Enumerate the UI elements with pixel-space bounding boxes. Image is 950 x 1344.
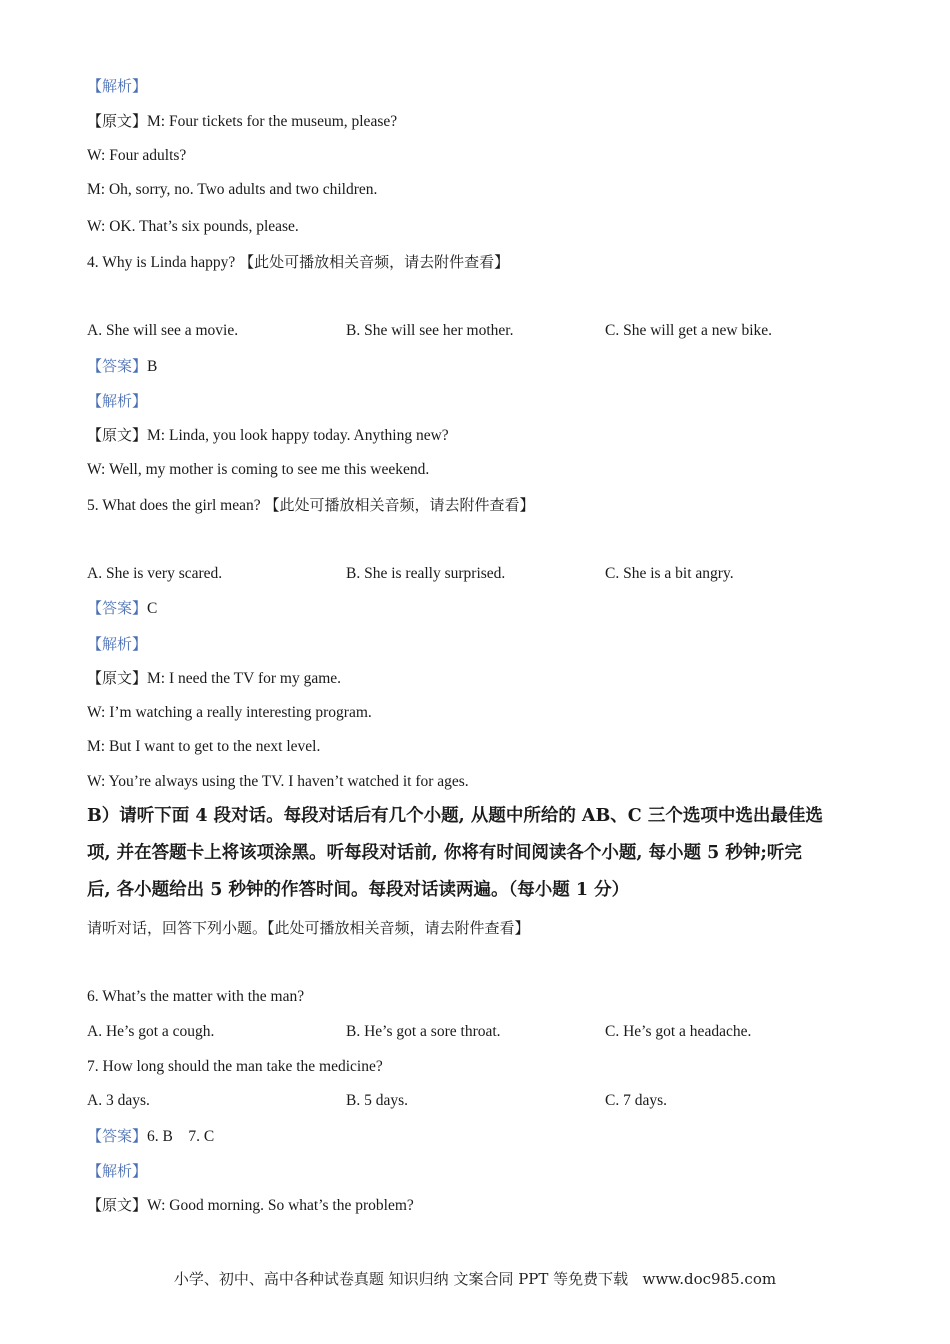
transcript-line: 【原文】W: Good morning. So what’s the problem?: [87, 1196, 414, 1214]
transcript-line: M: Oh, sorry, no. Two adults and two children.: [87, 181, 378, 198]
analysis-label: 【解析】: [87, 392, 148, 410]
answer-line: 【答案】B: [87, 357, 158, 375]
transcript-line: W: Well, my mother is coming to see me this weekend.: [87, 461, 430, 478]
answer-line: 【答案】C: [87, 599, 158, 617]
option-c: C. She will get a new bike.: [605, 322, 773, 339]
answer-line: 【答案】6. B 7. C: [87, 1127, 215, 1145]
transcript-line: M: But I want to get to the next level.: [87, 738, 321, 755]
analysis-label: 【解析】: [87, 635, 148, 653]
section-b-instructions: B）请听下面 4 段对话。每段对话后有几个小题, 从题中所给的 AB、C 三个选项中选出最佳选 项, 并在答题卡上将该项涂黑。听每段对话前, 你将有时间阅读各个小题, 每小题 5 秒钟;听完 后, 各小题给出 5 秒钟的作答时间。每段对话读两遍。（每小题 1 分）: [87, 806, 823, 900]
page-footer: 小学、初中、高中各种试卷真题 知识归纳 文案合同 PPT 等免费下载 www.doc985.com: [173, 1270, 777, 1288]
option-c: C. She is a bit angry.: [605, 565, 734, 582]
question-4: 4. Why is Linda happy? 【此处可播放相关音频，请去附件查看】: [87, 253, 510, 271]
option-a: A. She is very scared.: [87, 565, 223, 582]
option-b: B. She will see her mother.: [346, 322, 514, 339]
listen-instruction: 请听对话，回答下列小题。【此处可播放相关音频，请去附件查看】: [87, 919, 530, 937]
option-c: C. He’s got a headache.: [605, 1023, 752, 1040]
question-6: 6. What’s the matter with the man?: [87, 988, 305, 1005]
option-a: A. He’s got a cough.: [87, 1023, 215, 1040]
option-a: A. She will see a movie.: [87, 322, 239, 339]
transcript-line: W: Four adults?: [87, 147, 187, 164]
question-7: 7. How long should the man take the medicine?: [87, 1058, 383, 1075]
option-b: B. He’s got a sore throat.: [346, 1023, 501, 1040]
transcript-line: W: OK. That’s six pounds, please.: [87, 218, 299, 235]
option-c: C. 7 days.: [605, 1092, 667, 1109]
analysis-label: 【解析】: [87, 1162, 148, 1180]
transcript-line: 【原文】M: Four tickets for the museum, please?: [87, 112, 398, 130]
option-b: B. 5 days.: [346, 1092, 408, 1109]
transcript-line: 【原文】M: Linda, you look happy today. Anything new?: [87, 426, 449, 444]
transcript-line: W: I’m watching a really interesting program.: [87, 704, 372, 721]
option-b: B. She is really surprised.: [346, 565, 506, 582]
question-5: 5. What does the girl mean? 【此处可播放相关音频，请去附件查看】: [87, 496, 535, 514]
audio-hint[interactable]: 【此处可播放相关音频，请去附件查看】: [267, 919, 530, 937]
transcript-line: 【原文】M: I need the TV for my game.: [87, 669, 342, 687]
option-a: A. 3 days.: [87, 1092, 150, 1109]
audio-hint[interactable]: 【此处可播放相关音频，请去附件查看】: [264, 496, 535, 514]
audio-hint[interactable]: 【此处可播放相关音频，请去附件查看】: [239, 253, 510, 271]
analysis-label-1: 【解析】: [87, 77, 148, 95]
transcript-line: W: You’re always using the TV. I haven’t watched it for ages.: [87, 773, 469, 790]
